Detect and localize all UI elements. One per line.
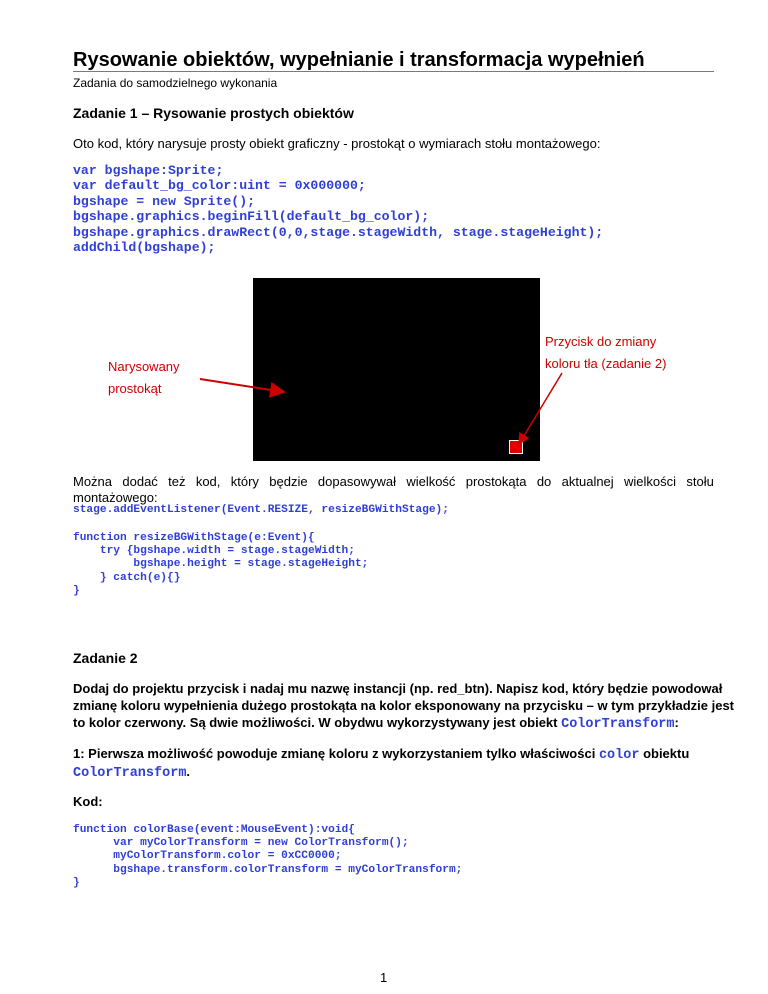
document-title: Rysowanie obiektów, wypełnianie i transformacja wypełnień: [73, 49, 645, 71]
task2-para-line1: Dodaj do projektu przycisk i nadaj mu nazwę instancji (np. red_btn). Napisz kod, który będzie powodował: [73, 681, 723, 696]
code-label: Kod:: [73, 794, 103, 809]
color-inline: color: [598, 748, 640, 763]
red-button[interactable]: [509, 440, 523, 454]
colortransform-inline-2: ColorTransform: [73, 766, 187, 781]
resize-listener-code: stage.addEventListener(Event.RESIZE, resizeBGWithStage);: [73, 504, 449, 516]
colortransform-inline: ColorTransform: [561, 717, 675, 732]
task2-heading: Zadanie 2: [73, 650, 138, 666]
annotation-button: Przycisk do zmiany koloru tła (zadanie 2): [545, 334, 667, 371]
document-subtitle: Zadania do samodzielnego wykonania: [73, 76, 278, 90]
page-number: 1: [380, 970, 388, 985]
title-divider: [73, 71, 714, 72]
resize-text-line2: montażowego:: [73, 490, 158, 505]
task2-para-line2: zmianę koloru wypełnienia dużego prostokąta na kolor eksponowany na przycisku – w tym przykładzie jest: [73, 698, 735, 713]
option1-line1: 1: Pierwsza możliwość powoduje zmianę koloru z wykorzystaniem tylko właściwości color obiektu: [73, 746, 690, 763]
annotation-rectangle: Narysowany prostokąt: [108, 359, 180, 396]
task1-intro: Oto kod, który narysuje prosty obiekt graficzny - prostokąt o wymiarach stołu montażowego:: [73, 136, 601, 151]
stage-rectangle: [253, 278, 540, 461]
task1-code-block: var bgshape:Sprite; var default_bg_color:uint = 0x000000; bgshape = new Sprite(); bgshape.graphics.beginFill(default_bg_color); bgshape.graphics.drawRect(0,0,stage.stageWidth, stage.stageHeight); addChild(bgshape);: [73, 163, 604, 256]
task2-code-block: function colorBase(event:MouseEvent):void{ var myColorTransform = new ColorTransform(); myColorTransform.color = 0xCC0000; bgshape.transform.colorTransform = myColorTransform; }: [73, 824, 463, 889]
task1-heading: Zadanie 1 – Rysowanie prostych obiektów: [73, 105, 354, 121]
resize-text-line1: Można dodać też kod, który będzie dopasowywał wielkość prostokąta do aktualnej wielkości stołu: [73, 474, 714, 489]
resize-function-code: function resizeBGWithStage(e:Event){ try {bgshape.width = stage.stageWidth; bgshape.height = stage.stageHeight; } catch(e){} }: [73, 532, 369, 597]
task2-para-line3: to kolor czerwony. Są dwie możliwości. W obydwu wykorzystywany jest obiekt ColorTransform:: [73, 715, 679, 732]
option1-line2: ColorTransform.: [73, 764, 191, 781]
